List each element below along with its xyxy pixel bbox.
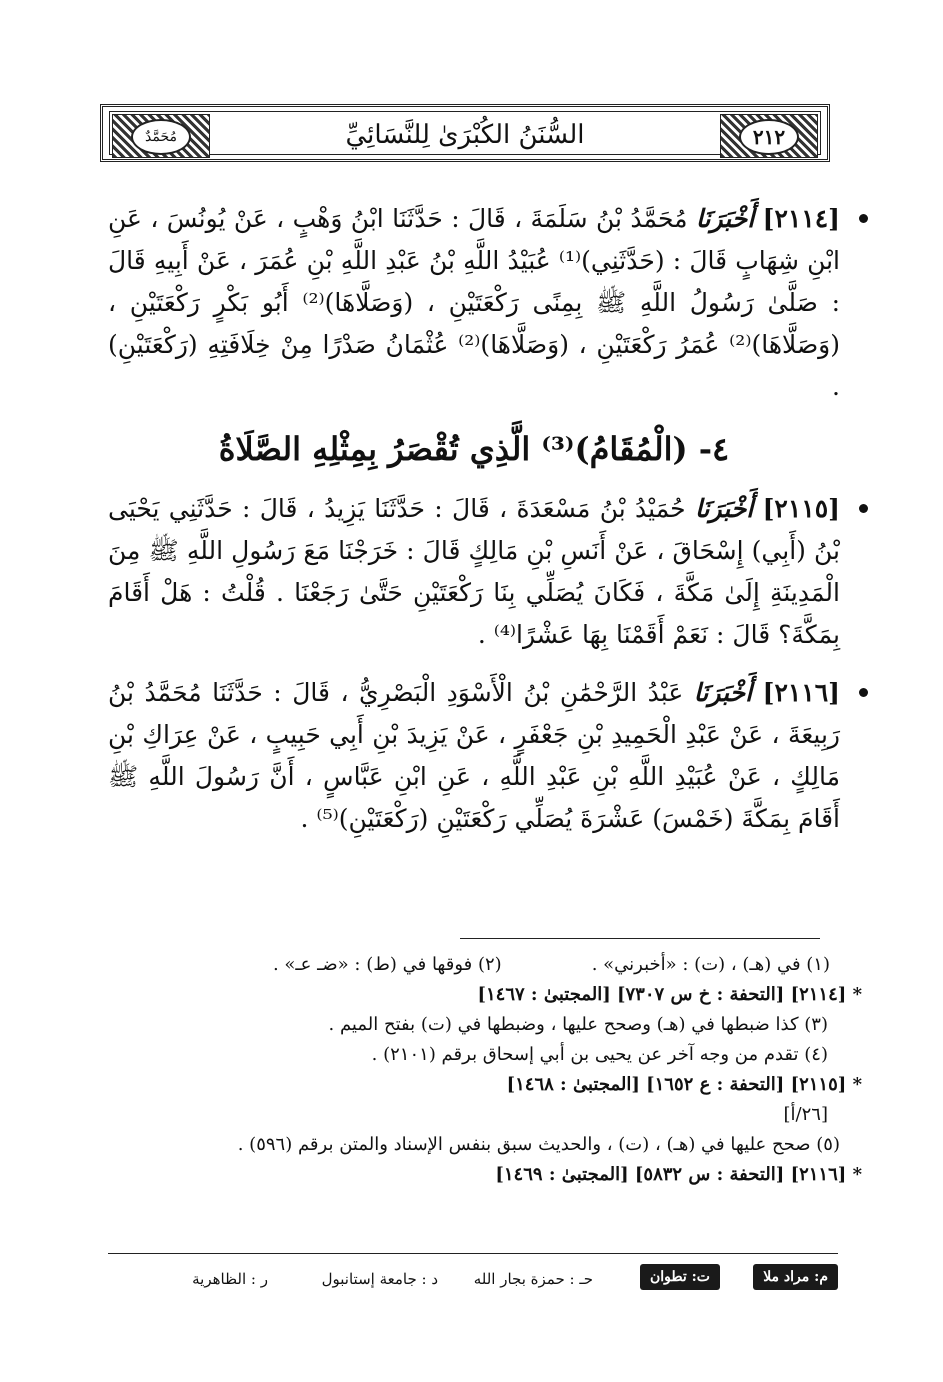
main-text: [108, 198, 840, 840]
bullet-icon: [859, 688, 868, 697]
header-frame: [109, 111, 821, 155]
tuhfa-ref-2114: [150, 980, 862, 1010]
footnote-5: (٥) صحح عليها في (هـ) ، (ت) ، والحديث سبق بنفس الإسناد والمتن برقم (٥٩٦) .: [237, 1134, 840, 1155]
hadith-text: عَبْدُ الرَّحْمَٰنِ بْنُ الْأَسْوَدِ الْبَصْرِيُّ ، قَالَ : حَدَّثَنَا مُحَمَّدُ بْنُ رَبِيعَةَ ، عَنْ عَبْدِ الْحَمِيدِ بْنِ جَعْفَرٍ ، عَنْ يَزِيدَ بْنِ أَبِي حَبِيبٍ ، عَنْ عِرَاكِ بْنِ مَالِكٍ ، عَنْ عُبَيْدِ اللَّهِ بْنِ عَبْدِ اللَّهِ ، عَنِ ابْنِ عَبَّاسٍ ، أَنَّ رَسُولَ اللَّهِ ﷺ أَقَامَ بِمَكَّةَ (خَمْسَ) عَشْرَةَ يُصَلِّي رَكْعَتَيْنِ (رَكْعَتَيْنِ)⁽⁵⁾ .: [108, 678, 840, 833]
page-header: [100, 104, 830, 162]
footnote-row-1-2: [150, 950, 830, 980]
tuhfa-text: [٢١١٦] [التحفة : س ٥٨٣٢] [المجتبىٰ : ١٤٦٩]: [495, 1164, 847, 1185]
hadith-number: [٢١١٦]: [762, 678, 841, 707]
bullet-icon: [859, 214, 868, 223]
akhbarana-word: أَخْبَرَنَا: [695, 204, 755, 233]
tuhfa-ref-2116: [150, 1160, 862, 1190]
akhbarana-word: أَخْبَرَنَا: [693, 678, 753, 707]
footnote-4: (٤) تقدم من وجه آخر عن يحيى بن أبي إسحاق برقم (٢١٠١) .: [371, 1044, 828, 1065]
hadith-2115: [108, 488, 840, 656]
tuhfa-ref-2115: [150, 1070, 862, 1100]
book-title: السُّنَنُ الكُبْرَىٰ لِلنَّسَائِيِّ: [345, 120, 585, 150]
manuscript-r: ر : الظاهرية: [192, 1270, 268, 1288]
calligraphy-seal: مُحَمَّدٌ: [131, 119, 191, 155]
footnote-divider: [460, 938, 820, 939]
hadith-2116: [108, 672, 840, 840]
footnotes: [150, 950, 862, 1190]
manuscript-h: حـ : حمزة بجار الله: [473, 1270, 593, 1288]
page-number: ٢١٢: [739, 119, 799, 155]
hadith-number: [٢١١٥]: [762, 494, 840, 523]
manuscript-d: د : جامعة إستانبول: [321, 1270, 438, 1288]
tuhfa-text: [٢١١٥] [التحفة : ع ١٦٥٢] [المجتبىٰ : ١٤٦٨]: [506, 1074, 847, 1095]
footnote-1: (١) في (هـ) ، (ت) : «أخبرني» .: [591, 954, 830, 975]
star-marker: *: [852, 1164, 862, 1185]
manuscript-t-tag: ت: تطوان: [640, 1264, 720, 1290]
header-ornament-left: [112, 114, 210, 158]
footnote-2: (٢) فوقها في (ط) : «ضـ عـ» .: [272, 954, 502, 975]
folio-marker: [٢٦/أ]: [783, 1104, 828, 1125]
footer-divider: [108, 1253, 838, 1254]
hadith-number: [٢١١٤]: [762, 204, 840, 233]
chapter-heading: ٤- (الْمُقَامُ)⁽³⁾ الَّذِي تُقْصَرُ بِمِثْلِهِ الصَّلَاةُ: [218, 430, 730, 468]
footnote-3: (٣) كذا ضبطها في (هـ) وصحح عليها ، وضبطها في (ت) بفتح الميم .: [328, 1014, 828, 1035]
bullet-icon: [859, 504, 868, 513]
star-marker: *: [852, 1074, 862, 1095]
manuscript-legend: [108, 1264, 838, 1294]
hadith-text: حُمَيْدُ بْنُ مَسْعَدَةَ ، قَالَ : حَدَّثَنَا يَزِيدُ ، قَالَ : حَدَّثَنِي يَحْيَى بْنُ (أَبِي) إِسْحَاقَ ، عَنْ أَنَسِ بْنِ مَالِكٍ قَالَ : خَرَجْنَا مَعَ رَسُولِ اللَّهِ ﷺ مِنَ الْمَدِينَةِ إِلَىٰ مَكَّةَ ، فَكَانَ يُصَلِّي بِنَا رَكْعَتَيْنِ حَتَّىٰ رَجَعْنَا . قُلْتُ : هَلْ أَقَامَ بِمَكَّةَ؟ قَالَ : نَعَمْ أَقَمْنَا بِهَا عَشْرًا⁽⁴⁾ .: [108, 494, 840, 649]
akhbarana-word: أَخْبَرَنَا: [694, 494, 754, 523]
manuscript-m-tag: م: مراد ملا: [753, 1264, 838, 1290]
header-ornament-right: [720, 114, 818, 158]
star-marker: *: [852, 984, 862, 1005]
hadith-2114: [108, 198, 840, 408]
hadith-text: مُحَمَّدُ بْنُ سَلَمَةَ ، قَالَ : حَدَّثَنَا ابْنُ وَهْبٍ ، عَنْ يُونُسَ ، عَنِ ابْنِ شِهَابٍ قَالَ : (حَدَّثَنِي)⁽¹⁾ عُبَيْدُ اللَّهِ بْنُ عَبْدِ اللَّهِ بْنِ عُمَرَ ، عَنْ أَبِيهِ قَالَ : صَلَّىٰ رَسُولُ اللَّهِ ﷺ بِمِنًى رَكْعَتَيْنِ ، (وَصَلَّاهَا)⁽²⁾ أَبُو بَكْرٍ رَكْعَتَيْنِ ، (وَصَلَّاهَا)⁽²⁾ عُمَرُ رَكْعَتَيْنِ ، (وَصَلَّاهَا)⁽²⁾ عُثْمَانُ صَدْرًا مِنْ خِلَافَتِهِ (رَكْعَتَيْنِ) .: [108, 204, 841, 401]
tuhfa-text: [٢١١٤] [التحفة : خ س ٧٣٠٧] [المجتبىٰ : ١٤٦٧]: [477, 984, 847, 1005]
